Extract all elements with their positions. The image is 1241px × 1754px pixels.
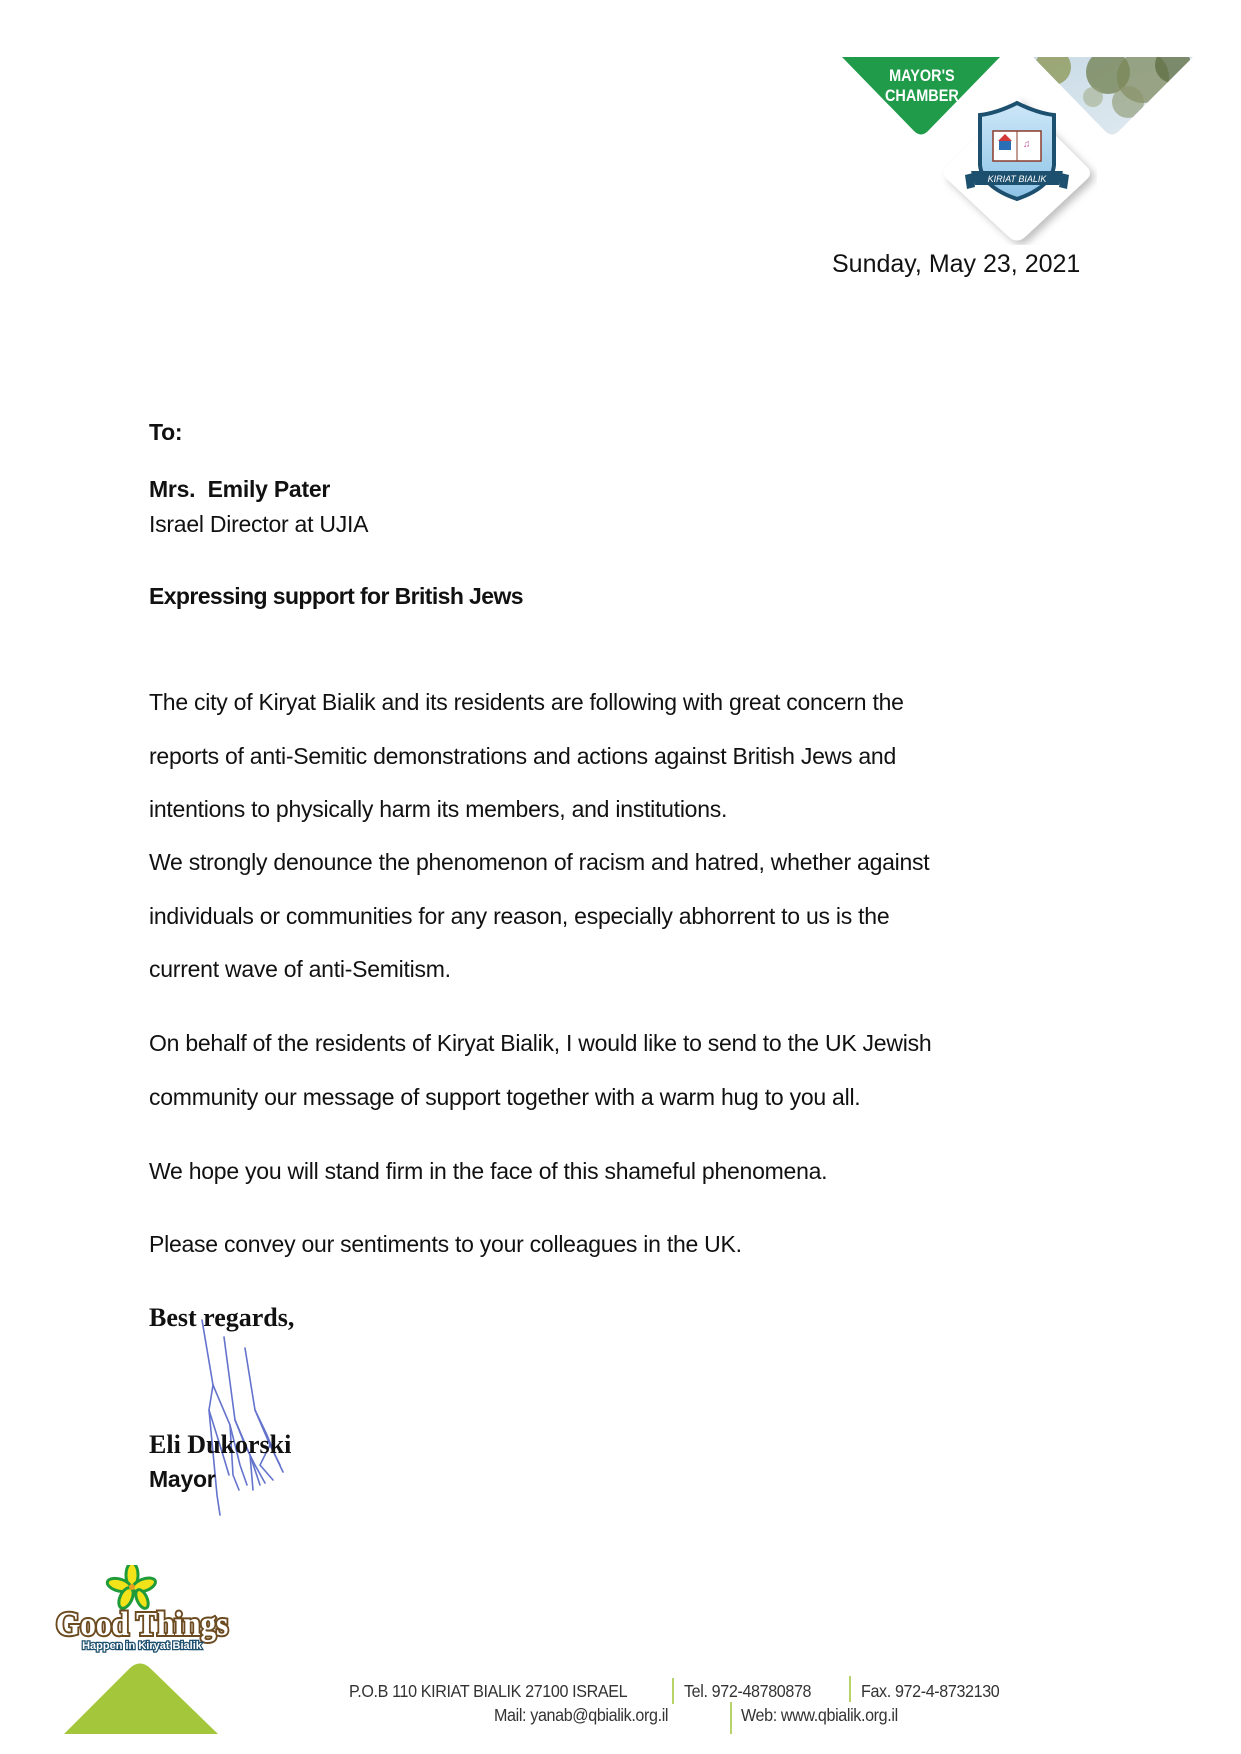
footer-tel: Tel. 972-48780878 bbox=[684, 1681, 812, 1701]
recipient-title: Israel Director at UJIA bbox=[149, 511, 369, 537]
footer-separator bbox=[672, 1678, 674, 1704]
body-line: On behalf of the residents of Kiryat Bialik, I would like to send to the UK Jewish bbox=[149, 1030, 932, 1056]
closing-salutation: Best regards, bbox=[149, 1303, 295, 1332]
signer-title: Mayor bbox=[149, 1466, 216, 1492]
body-line: The city of Kiryat Bialik and its residents are following with great concern the bbox=[149, 689, 904, 715]
body-line: We strongly denounce the phenomenon of racism and hatred, whether against bbox=[149, 849, 930, 875]
footer-separator bbox=[730, 1702, 732, 1734]
footer-address: P.O.B 110 KIRIAT BIALIK 27100 ISRAEL bbox=[349, 1681, 628, 1701]
recipient-name: Mrs. Emily Pater bbox=[149, 476, 331, 502]
letter-date: Sunday, May 23, 2021 bbox=[832, 250, 1081, 278]
paragraph-3: We hope you will stand firm in the face of this shameful phenomena. bbox=[149, 1158, 828, 1184]
footer-mail: Mail: yanab@qbialik.org.il bbox=[494, 1705, 669, 1725]
badge-line2: CHAMBER bbox=[884, 86, 959, 106]
footer-separator bbox=[849, 1676, 851, 1702]
svg-text:♫: ♫ bbox=[1023, 139, 1031, 150]
body-line: current wave of anti-Semitism. bbox=[149, 956, 451, 982]
to-label: To: bbox=[149, 419, 183, 445]
body-line: individuals or communities for any reason, especially abhorrent to us is the bbox=[149, 903, 890, 929]
footer-green-triangle bbox=[64, 1662, 218, 1734]
body-line: reports of anti-Semitic demonstrations and actions against British Jews and bbox=[149, 743, 897, 769]
logo-tagline: Happen in Kiryat Bialik bbox=[82, 1640, 202, 1652]
footer-fax: Fax. 972-4-8732130 bbox=[861, 1681, 1000, 1701]
letter-subject: Expressing support for British Jews bbox=[149, 583, 523, 609]
body-line: intentions to physically harm its members, and institutions. bbox=[149, 796, 728, 822]
logo-main-text: Good Things bbox=[55, 1605, 229, 1644]
body-line: community our message of support together with a warm hug to you all. bbox=[149, 1084, 861, 1110]
paragraph-4: Please convey our sentiments to your colleagues in the UK. bbox=[149, 1231, 742, 1257]
emblem-label: KIRIAT BIALIK bbox=[987, 174, 1047, 184]
good-things-logo bbox=[40, 1565, 245, 1655]
signer-name: Eli Dukorski bbox=[149, 1430, 292, 1459]
footer-web: Web: www.qbialik.org.il bbox=[741, 1705, 898, 1725]
kiryat-bialik-emblem bbox=[937, 95, 1097, 245]
badge-line1: MAYOR'S bbox=[889, 66, 955, 86]
